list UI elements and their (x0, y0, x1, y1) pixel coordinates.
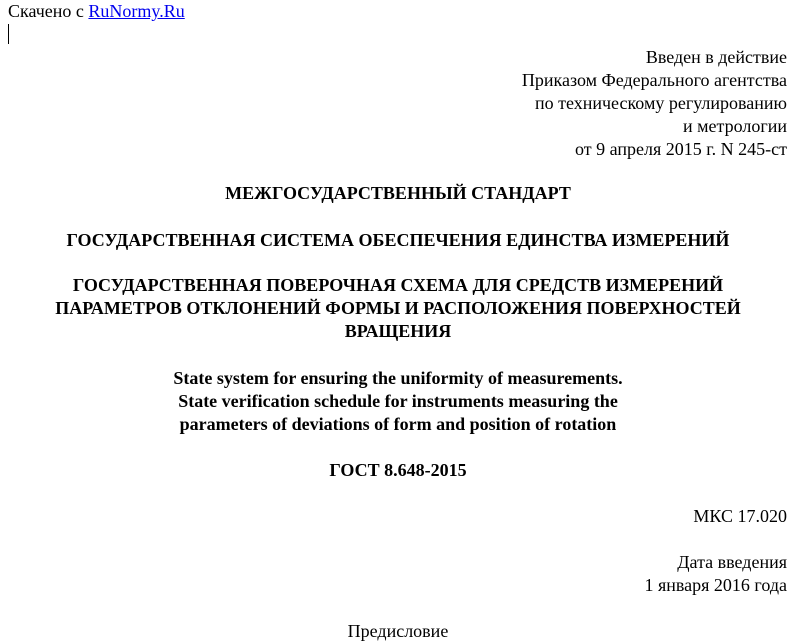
title-line: ВРАЩЕНИЯ (344, 321, 452, 341)
introduction-order-block (522, 46, 787, 161)
introduction-date-value: 1 января 2016 года (644, 575, 787, 595)
text-cursor (8, 24, 9, 44)
source-line (8, 0, 185, 23)
english-title-line: State verification schedule for instruments measuring the (178, 391, 618, 411)
english-title-line: State system for ensuring the uniformity of measurements. (173, 368, 623, 388)
introduction-date-block (644, 551, 787, 597)
introduction-line: от 9 апреля 2015 г. N 245-ст (575, 139, 787, 159)
title-line: ГОСУДАРСТВЕННАЯ ПОВЕРОЧНАЯ СХЕМА ДЛЯ СРЕДСТВ ИЗМЕРЕНИЙ (72, 275, 724, 295)
introduction-line: Приказом Федерального агентства (521, 70, 787, 90)
introduction-line: Введен в действие (645, 47, 787, 67)
source-link[interactable]: RuNormy.Ru (88, 1, 185, 21)
gost-number: ГОСТ 8.648-2015 (329, 460, 467, 480)
introduction-date-label: Дата введения (677, 552, 787, 572)
english-title (6, 367, 790, 436)
foreword-heading: Предисловие (347, 621, 449, 641)
introduction-line: и метрологии (683, 116, 787, 136)
document-title (6, 274, 790, 343)
english-title-line: parameters of deviations of form and position of rotation (179, 414, 617, 434)
interstate-standard-heading: МЕЖГОСУДАРСТВЕННЫЙ СТАНДАРТ (225, 183, 571, 203)
mks-code: МКС 17.020 (693, 506, 787, 526)
introduction-line: по техническому регулированию (534, 93, 787, 113)
title-line: ПАРАМЕТРОВ ОТКЛОНЕНИЙ ФОРМЫ И РАСПОЛОЖЕНИЯ ПОВЕРХНОСТЕЙ (55, 298, 741, 318)
system-heading: ГОСУДАРСТВЕННАЯ СИСТЕМА ОБЕСПЕЧЕНИЯ ЕДИНСТВА ИЗМЕРЕНИЙ (66, 230, 730, 250)
source-prefix: Скачено с (8, 1, 89, 21)
